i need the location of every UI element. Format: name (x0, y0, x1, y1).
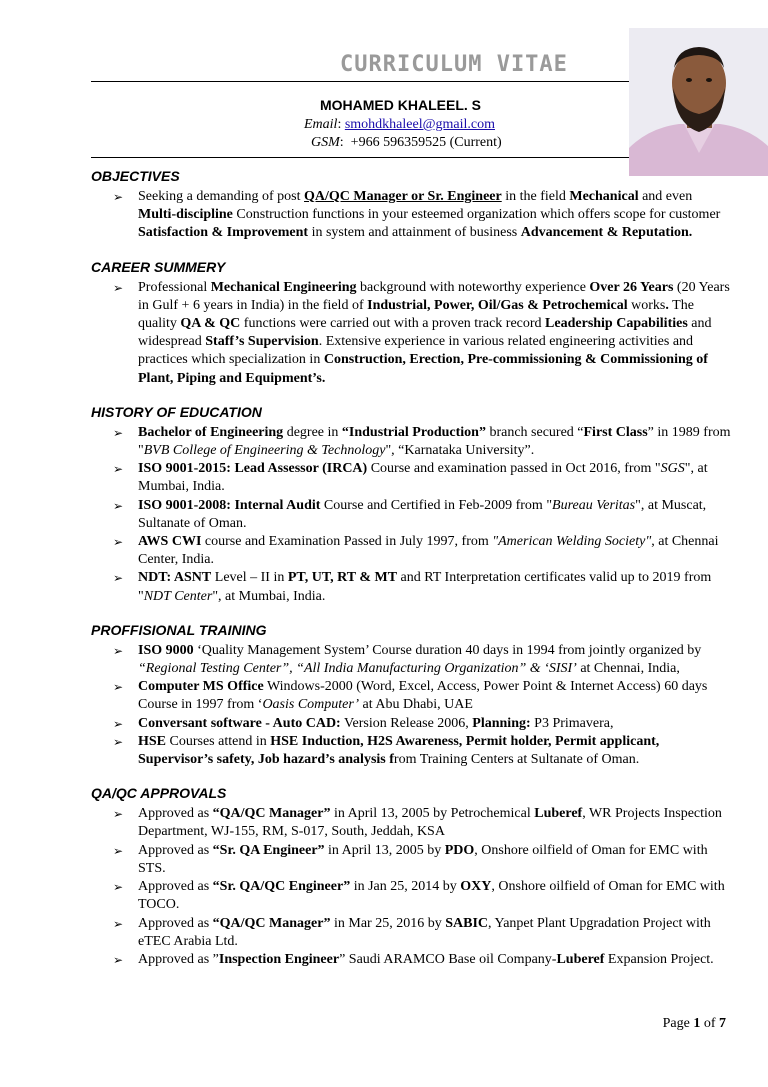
gsm-label: GSM (311, 135, 340, 150)
arrow-bullet-icon: ➢ (113, 643, 124, 658)
text-run: ", at Mumbai, India. (212, 588, 326, 604)
section-list (91, 188, 731, 243)
text-run: and widespread (138, 316, 712, 350)
section-qa-qc-approvals (91, 783, 731, 969)
section-list (91, 642, 731, 769)
text-run: Luberef (534, 806, 583, 822)
text-run: Industrial, Power, Oil/Gas & Petrochemical (367, 297, 628, 313)
text-run: course and Examination Passed in July 1997, from (201, 534, 493, 550)
text-run: Approved as (138, 879, 213, 895)
text-run: Version Release 2006, (340, 715, 473, 731)
text-run: degree in (283, 424, 342, 440)
page-footer (663, 1016, 726, 1032)
list-item (91, 842, 731, 878)
text-run: rom Training Centers at Sultanate of Oman. (393, 752, 640, 768)
list-item (91, 188, 731, 243)
text-run: ", “Karnataka University”. (385, 443, 535, 459)
text-run: “Sr. QA Engineer” (212, 842, 325, 858)
text-run: QA/QC Manager or Sr. Engineer (304, 189, 502, 204)
text-run: in the field (501, 189, 570, 204)
text-run: Planning: (472, 715, 531, 731)
text-run: , at Chennai Center, India. (138, 534, 719, 568)
text-run: Bachelor of Engineering (138, 424, 284, 440)
text-run: Course and examination passed in Oct 2016, from " (367, 461, 661, 477)
section-career-summery (91, 257, 731, 388)
text-run: OXY (460, 879, 492, 895)
text-run: Oasis Computer’ (262, 697, 360, 713)
list-item (91, 424, 731, 460)
list-item (91, 733, 731, 769)
text-run: HSE Induction, H2S Awareness, Permit holder, Permit applicant, Supervisor’s safety, Job hazard’s analysis f (138, 733, 660, 768)
text-run: "American Welding Society" (492, 534, 652, 550)
text-run: . Extensive experience in various related engineering activities and practices which specialization in (138, 334, 694, 368)
text-run: Multi-discipline (138, 207, 233, 223)
list-item (91, 678, 731, 714)
text-run: Bureau Veritas (552, 497, 636, 513)
text-run: First Class (583, 424, 648, 440)
email-label: Email (304, 117, 338, 132)
arrow-bullet-icon: ➢ (113, 716, 124, 731)
header-divider-bottom (91, 157, 631, 158)
arrow-bullet-icon: ➢ (113, 190, 124, 204)
list-item (91, 915, 731, 951)
text-run: Professional (138, 279, 211, 295)
arrow-bullet-icon: ➢ (113, 280, 124, 295)
text-run: HSE (138, 733, 167, 749)
text-run: AWS CWI (138, 534, 202, 550)
page-number: 1 (693, 1016, 701, 1031)
list-item (91, 642, 731, 678)
text-run: Computer MS Office (138, 679, 264, 695)
text-run: P3 Primavera, (530, 715, 614, 731)
text-run: Advancement & Reputation. (520, 225, 693, 241)
list-item (91, 497, 731, 533)
arrow-bullet-icon: ➢ (113, 498, 124, 513)
list-item (91, 569, 731, 605)
page-word: Page (662, 1016, 690, 1031)
text-run: Construction, Erection, Pre-commissioning & Commissioning of Plant, Piping and Equipment’s. (138, 352, 708, 386)
gsm-line: GSM: +966 596359525 (Current) (311, 135, 502, 150)
text-run: “QA/QC Manager” (212, 915, 331, 931)
text-run: and even (638, 189, 693, 204)
arrow-bullet-icon: ➢ (113, 843, 124, 858)
text-run: Mechanical Engineering (210, 279, 357, 295)
section-list (91, 424, 731, 606)
text-run: NDT: ASNT (138, 570, 212, 586)
profile-photo (629, 28, 768, 176)
arrow-bullet-icon: ➢ (113, 916, 124, 931)
text-run: “Regional Testing Center”, “All India Manufacturing Organization” & ‘SISI’ (138, 661, 577, 677)
cv-content (91, 166, 731, 983)
text-run: branch secured “ (485, 424, 584, 440)
text-run: (20 Years in Gulf + 6 years in India) in the field of (138, 279, 730, 313)
text-run: The quality (138, 297, 694, 332)
text-run: Construction functions in your esteemed organization which offers scope for customer (232, 207, 721, 223)
list-item (91, 805, 731, 841)
text-run: , Onshore oilfield of Oman for EMC with TOCO. (138, 879, 725, 913)
email-line: Email: smohdkhaleel@gmail.com (304, 117, 495, 132)
arrow-bullet-icon: ➢ (113, 571, 124, 586)
arrow-bullet-icon: ➢ (113, 680, 124, 695)
text-run: Course and Certified in Feb-2009 from " (320, 497, 553, 513)
section-list (91, 279, 731, 388)
text-run: in Mar 25, 2016 by (330, 915, 446, 931)
arrow-bullet-icon: ➢ (113, 462, 124, 477)
text-run: QA & QC (180, 316, 241, 332)
text-run: in system and attainment of business (308, 225, 521, 241)
text-run: Leadership Capabilities (545, 316, 688, 332)
text-run: “QA/QC Manager” (212, 806, 331, 822)
section-history-of-education (91, 402, 731, 606)
text-run: Seeking a demanding of post (138, 189, 305, 204)
section-heading: CAREER SUMMERY (91, 258, 226, 275)
text-run: Expansion Project. (604, 951, 714, 967)
text-run: BVB College of Engineering & Technology (143, 443, 386, 459)
list-item (91, 715, 731, 733)
text-run: Satisfaction & Improvement (138, 225, 309, 241)
arrow-bullet-icon: ➢ (113, 425, 124, 440)
section-list (91, 805, 731, 969)
text-run: in Jan 25, 2014 by (350, 879, 461, 895)
header-divider-top (91, 81, 631, 82)
text-run: functions were carried out with a proven track record (240, 316, 546, 332)
email-link[interactable]: smohdkhaleel@gmail.com (344, 117, 495, 132)
text-run: NDT Center (143, 588, 213, 604)
text-run: Staff’s Supervision (205, 334, 319, 350)
text-run: in April 13, 2005 by (324, 842, 445, 858)
section-heading: QA/QC APPROVALS (91, 785, 227, 802)
text-run: SGS (660, 461, 685, 477)
list-item (91, 951, 731, 969)
text-run: , Onshore oilfield of Oman for EMC with STS. (138, 842, 708, 876)
candidate-name: MOHAMED KHALEEL. S (320, 97, 481, 113)
arrow-bullet-icon: ➢ (113, 807, 124, 822)
text-run: background with noteworthy experience (356, 279, 590, 295)
arrow-bullet-icon: ➢ (113, 952, 124, 967)
text-run: in April 13, 2005 by Petrochemical (330, 806, 535, 822)
text-run: PDO (444, 842, 475, 858)
text-run: , WR Projects Inspection Department, WJ-155, RM, S-017, South, Jeddah, KSA (138, 806, 722, 840)
text-run: , Yanpet Plant Upgradation Project with eTEC Arabia Ltd. (138, 915, 711, 949)
text-run: . (665, 297, 669, 313)
arrow-bullet-icon: ➢ (113, 535, 124, 550)
text-run: Approved as (138, 806, 213, 822)
section-objectives (91, 166, 731, 243)
total-pages: 7 (719, 1016, 726, 1031)
text-run: ‘Quality Management System’ Course duration 40 days in 1994 from jointly organized by (197, 642, 702, 658)
text-run: ISO 9001-2008: Internal Audit (138, 497, 321, 513)
text-run: Approved as (138, 915, 213, 931)
text-run: SABIC (445, 915, 488, 931)
text-run: “Industrial Production” (341, 424, 486, 440)
gsm-number: +966 596359525 (Current) (350, 135, 502, 150)
list-item (91, 533, 731, 569)
of-word: of (703, 1016, 716, 1031)
page-title: CURRICULUM VITAE (340, 52, 568, 77)
text-run: ", at Muscat, Sultanate of Oman. (138, 497, 707, 531)
text-run: Over 26 Years (589, 279, 674, 295)
section-heading: PROFFISIONAL TRAINING (91, 621, 267, 638)
text-run: PT, UT, RT & MT (287, 570, 398, 586)
text-run: Mechanical (569, 189, 639, 204)
text-run: Level – II in (211, 570, 288, 586)
text-run: Conversant software - Auto CAD: (138, 715, 341, 731)
text-run: “Sr. QA/QC Engineer” (212, 879, 351, 895)
text-run: Approved as (138, 842, 213, 858)
text-run: at Chennai, India, (576, 661, 680, 677)
section-heading: HISTORY OF EDUCATION (91, 403, 262, 420)
text-run: Approved as ” (138, 951, 219, 967)
text-run: and RT Interpretation certificates valid up to 2019 from " (138, 570, 712, 604)
text-run: Luberef (556, 951, 605, 967)
arrow-bullet-icon: ➢ (113, 734, 124, 749)
list-item (91, 460, 731, 496)
list-item (91, 279, 731, 388)
text-run: ISO 9001-2015: Lead Assessor (IRCA) (138, 461, 368, 477)
arrow-bullet-icon: ➢ (113, 880, 124, 895)
section-heading: OBJECTIVES (91, 168, 180, 184)
text-run: Windows-2000 (Word, Excel, Access, Power Point & Internet Access) 60 days Course in 1997 from ‘ (138, 679, 708, 713)
text-run: ” in 1989 from " (138, 424, 731, 459)
text-run: ” Saudi ARAMCO Base oil Company- (339, 951, 557, 967)
section-proffisional-training (91, 620, 731, 769)
text-run: at Abu Dhabi, UAE (359, 697, 473, 713)
list-item (91, 878, 731, 914)
text-run: ISO 9000 (138, 642, 198, 658)
profile-photo-image (629, 28, 768, 176)
text-run: Inspection Engineer (218, 951, 340, 967)
text-run: ", at Mumbai, India. (138, 461, 708, 495)
text-run: works (627, 297, 666, 313)
text-run: Courses attend in (166, 733, 271, 749)
